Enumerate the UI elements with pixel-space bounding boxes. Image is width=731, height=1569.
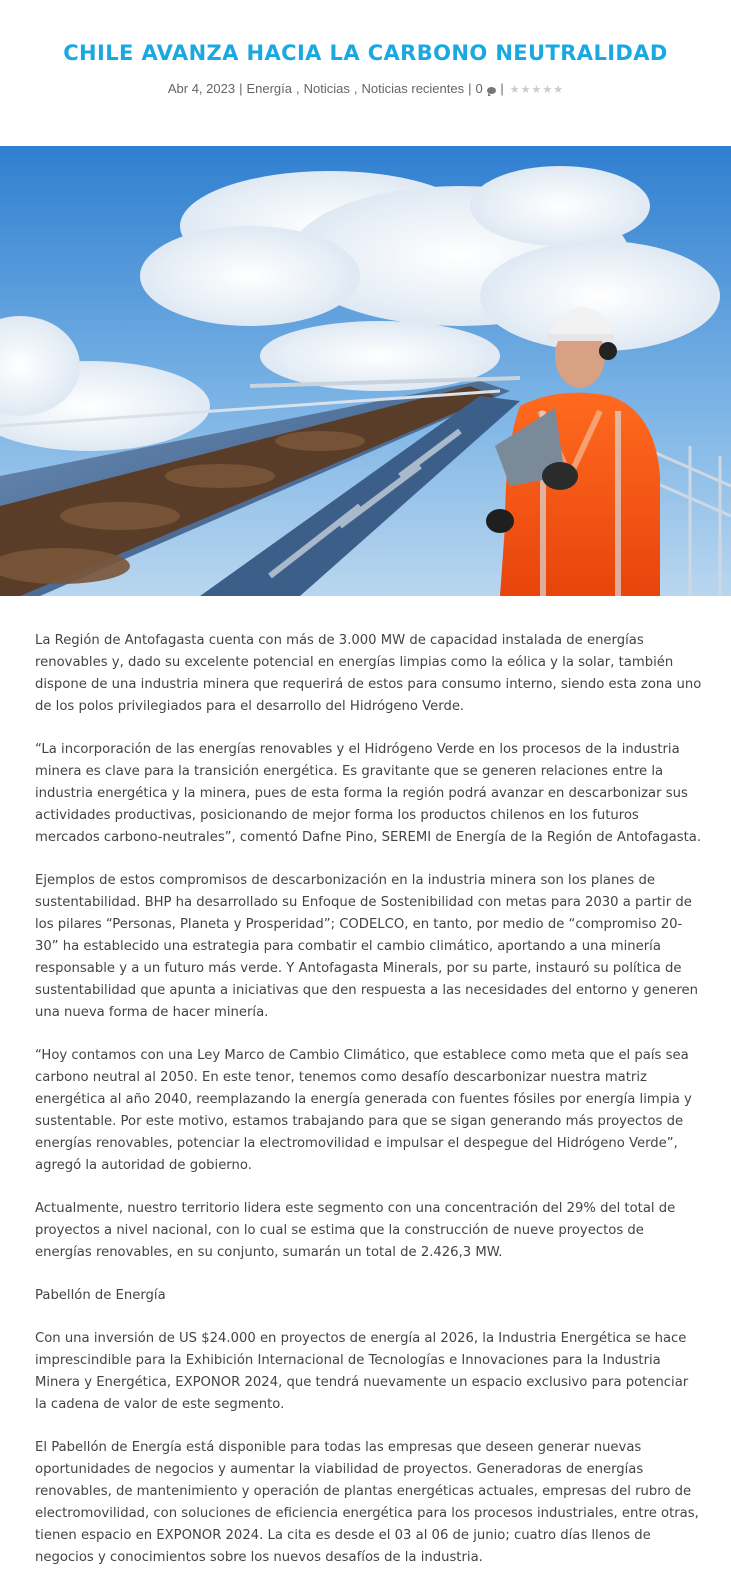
category-link-energia[interactable]: Energía [246, 81, 293, 96]
category-link-noticias[interactable]: Noticias [303, 81, 350, 96]
rating-stars [510, 84, 563, 95]
meta-separator: | [500, 81, 504, 96]
star-icon: ★ [520, 82, 531, 96]
comment-icon [487, 87, 496, 94]
comment-count: 0 [475, 81, 483, 96]
paragraph: “Hoy contamos con una Ley Marco de Cambio Climático, que establece como meta que el país sea carbono neutral al 2050. En este tenor, tenemos como desafío descarbonizar nuestra matriz energética al año 2040, reemplazando la energía generada con fuentes fósiles por energía limpia y sustentable. Por este motivo, estamos trabajando para que se sigan generando más proyectos de energías renovables, potenciar la electromovilidad e impulsar el despegue del Hidrógeno Verde”, agregó la autoridad de gobierno. [35, 1048, 692, 1173]
post-title: CHILE AVANZA HACIA LA CARBONO NEUTRALIDAD [63, 41, 668, 65]
star-icon: ★ [542, 82, 553, 96]
comments-link[interactable] [476, 80, 497, 98]
article-body [0, 596, 731, 1569]
post-header [0, 0, 731, 146]
paragraph: Actualmente, nuestro territorio lidera este segmento con una concentración del 29% del total de proyectos a nivel nacional, con lo cual se estima que la construcción de nueve proyectos de energías renovables, en su conjunto, sumarán un total de 2.426,3 MW. [35, 1201, 676, 1260]
hero-image [0, 146, 731, 596]
star-icon: ★ [531, 82, 542, 96]
meta-separator: | [468, 81, 472, 96]
paragraph: Con una inversión de US $24.000 en proyectos de energía al 2026, la Industria Energética se hace imprescindible para la Exhibición Internacional de Tecnologías e Innovaciones para la Industria Minera y Energética, EXPONOR 2024, que tendrá nuevamente un espacio exclusivo para potenciar la cadena de valor de este segmento. [35, 1331, 689, 1412]
paragraph: El Pabellón de Energía está disponible para todas las empresas que deseen generar nuevas oportunidades de negocios y aumentar la viabilidad de proyectos. Generadoras de energías renovables, de mantenimiento y operación de plantas energéticas actuales, empresas del rubro de electromovilidad, con soluciones de eficiencia energética para los procesos industriales, entre otras, tienen espacio en EXPONOR 2024. La cita es desde el 03 al 06 de junio; cuatro días llenos de negocios y conocimientos sobre los nuevos desafíos de la industria. [35, 1440, 699, 1565]
paragraph: Ejemplos de estos compromisos de descarbonización en la industria minera son los planes de sustentabilidad. BHP ha desarrollado su Enfoque de Sostenibilidad con metas para 2030 a partir de los pilares “Personas, Planeta y Prosperidad”; CODELCO, en tanto, por medio de “compromiso 20-30” ha establecido una estrategia para combatir el cambio climático, aportando a una minería responsable y a un futuro más verde. Y Antofagasta Minerals, por su parte, instauró su política de sustentabilidad que apunta a iniciativas que den respuesta a las necesidades del entorno y generen una nueva forma de hacer minería. [35, 873, 698, 1020]
meta-separator: | [239, 81, 243, 96]
post-meta: Abr 4, 2023 | Energía , Noticias , Noticias recientes | 0 | ★ ★ ★ ★ ★ [167, 81, 564, 96]
paragraph: “La incorporación de las energías renovables y el Hidrógeno Verde en los procesos de la industria minera es clave para la transición energética. Es gravitante que se generen relaciones entre la industria energética y la minera, pues de esta forma la región podrá avanzar en descarbonizar sus actividades productivas, posicionando de mejor forma los productos chilenos en los futuros mercados carbono-neutrales”, comentó Dafne Pino, SEREMI de Energía de la Región de Antofagasta. [35, 742, 702, 845]
star-icon: ★ [553, 82, 564, 96]
star-icon: ★ [509, 82, 520, 96]
photo-icon [0, 146, 731, 596]
category-link-noticias-recientes[interactable]: Noticias recientes [361, 81, 465, 96]
section-heading: Pabellón de Energía [35, 1288, 166, 1303]
post-date: Abr 4, 2023 [167, 81, 236, 96]
paragraph: La Región de Antofagasta cuenta con más de 3.000 MW de capacidad instalada de energías renovables y, dado su excelente potencial en energías limpias como la eólica y la solar, también dispone de una industria minera que requerirá de estos para consumo interno, siendo esta zona uno de los polos privilegiados para el desarrollo del Hidrógeno Verde. [35, 633, 702, 714]
